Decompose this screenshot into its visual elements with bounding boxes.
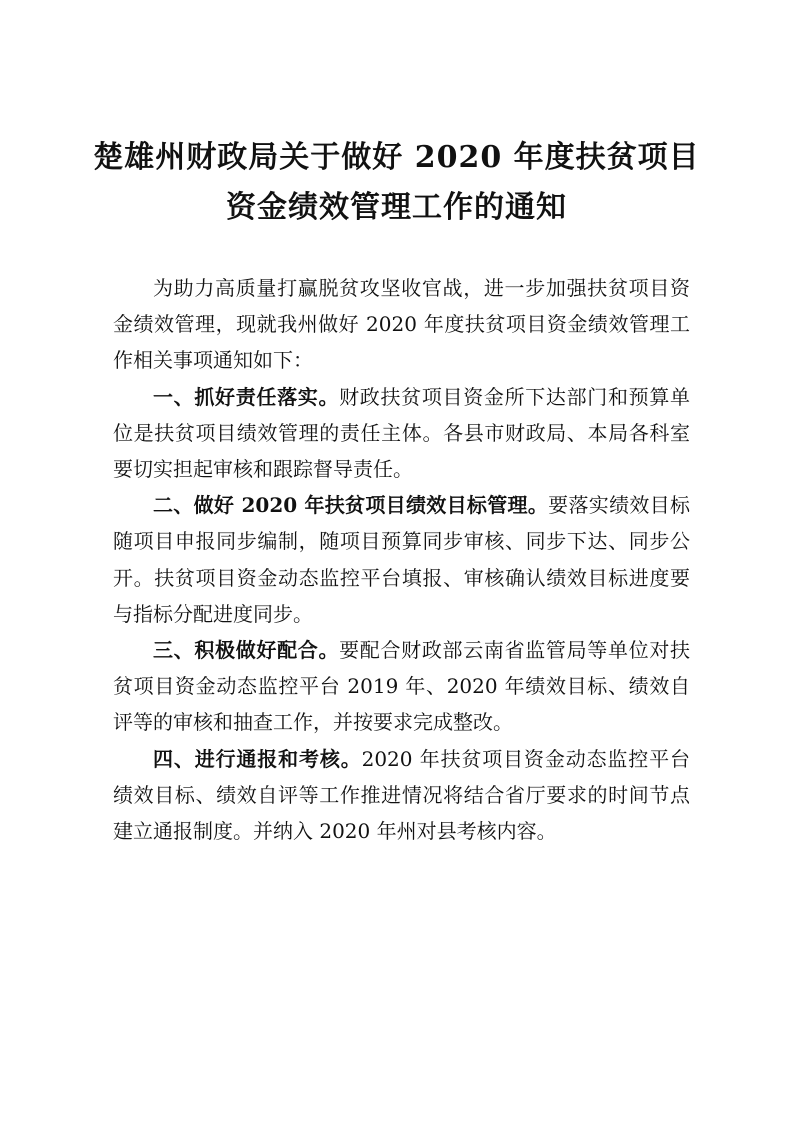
- section-text-3: 要配合财政部云南省监管局等单位对扶贫项目资金动态监控平台 2019 年、2020 年绩效目标、绩效自评等的审核和抽查工作，并按要求完成整改。: [113, 638, 691, 735]
- section-text-4: 2020 年扶贫项目资金动态监控平台绩效目标、绩效自评等工作推进情况将结合省厅要求的时间节点建立通报制度。并纳入 2020 年州对县考核内容。: [113, 746, 691, 844]
- section-text-1: 财政扶贫项目资金所下达部门和预算单位是扶贫项目绩效管理的责任主体。各县市财政局、本局各科室要切实担起审核和跟踪督导责任。: [113, 384, 691, 482]
- section-paragraph-4: [113, 741, 690, 850]
- document-title-line-2: 资金绩效管理工作的通知: [226, 190, 567, 225]
- document-body: [113, 270, 690, 849]
- section-paragraph-3: [113, 632, 690, 741]
- section-paragraph-2: [113, 487, 690, 632]
- intro-paragraph: 为助力高质量打赢脱贫攻坚收官战，进一步加强扶贫项目资金绩效管理，现就我州做好 2020 年度扶贫项目资金绩效管理工作相关事项通知如下：: [113, 276, 690, 373]
- section-heading-3: 三、积极做好配合。: [153, 638, 340, 663]
- section-heading-2: 二、做好 2020 年扶贫项目绩效目标管理。: [153, 493, 549, 518]
- section-text-2: 要落实绩效目标随项目申报同步编制，随项目预算同步审核、同步下达、同步公开。扶贫项目资金动态监控平台填报、审核确认绩效目标进度要与指标分配进度同步。: [113, 493, 691, 626]
- section-heading-4: 四、进行通报和考核。: [153, 746, 362, 771]
- section-paragraph-1: [113, 379, 690, 488]
- section-heading-1: 一、抓好责任落实。: [153, 384, 340, 409]
- document-title-line-1: 楚雄州财政局关于做好 2020 年度扶贫项目: [93, 140, 700, 175]
